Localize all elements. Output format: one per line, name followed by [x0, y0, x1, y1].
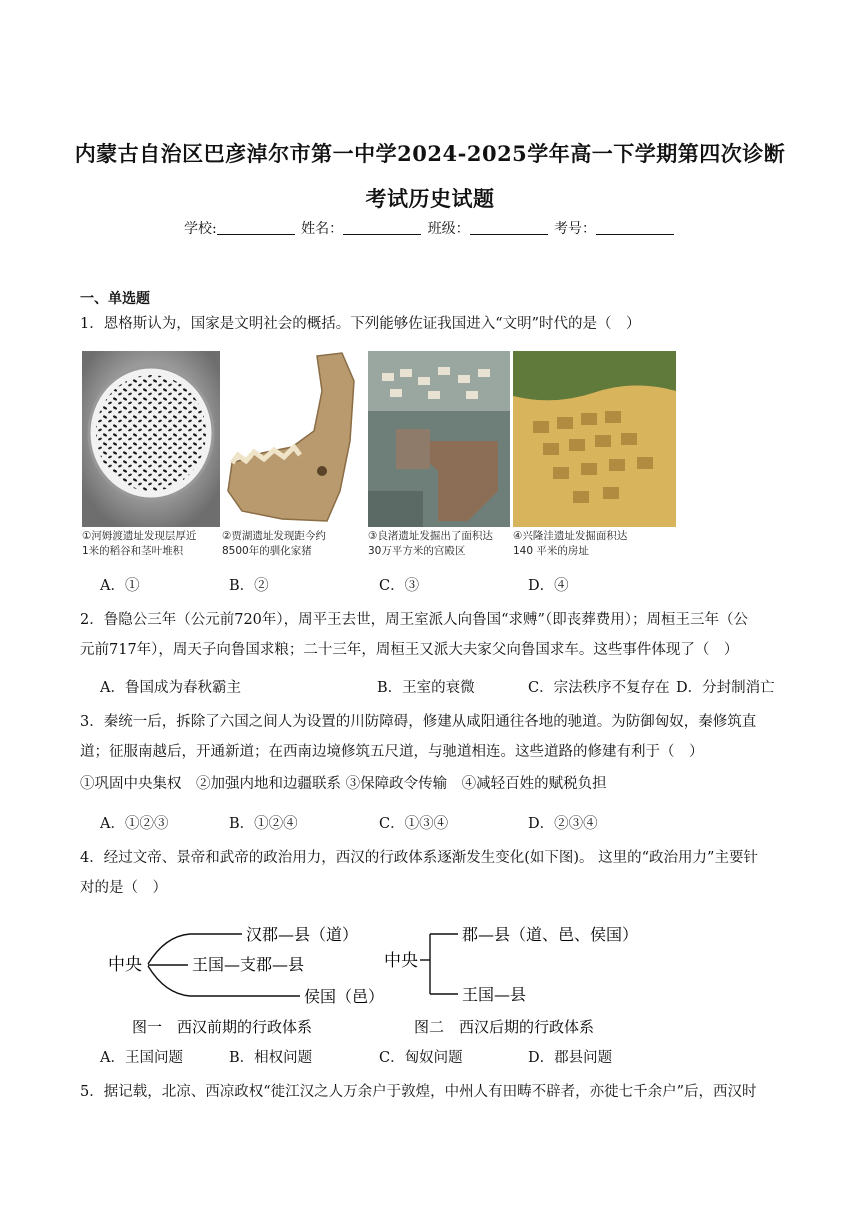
exam-no-blank[interactable] — [596, 220, 674, 235]
exam-title-line2: 考试历史试题 — [365, 186, 495, 211]
q4-option-c[interactable]: C．匈奴问题 — [379, 1050, 463, 1066]
section-title: 一、单选题 — [80, 291, 150, 307]
q3-stem-line2: 道；征服南越后，开通新道；在西南边境修筑五尺道，与驰道相连。这些道路的修建有利于（ ） — [80, 744, 704, 760]
q1-stem: 1．恩格斯认为，国家是文明社会的概括。下列能够佐证我国进入“文明”时代的是（ ） — [80, 316, 641, 332]
pig-jaw-photo — [222, 351, 364, 527]
fig1-branch1: 汉郡—县（道） — [246, 925, 359, 944]
q2-option-b[interactable]: B．王室的衰微 — [377, 680, 475, 696]
q3-statements: ①巩固中央集权 ②加强内地和边疆联系 ③保障政令传输 ④减轻百姓的赋税负担 — [80, 776, 607, 792]
q3-stem-line1: 3．秦统一后，拆除了六国之间人为设置的川防障碍，修建从咸阳通往各地的驰道。为防御匈奴，秦修筑直 — [80, 714, 757, 730]
q1-option-b[interactable]: B．② — [229, 578, 269, 594]
q2-option-a[interactable]: A．鲁国成为春秋霸主 — [100, 680, 241, 696]
q1-option-d[interactable]: D．④ — [528, 578, 569, 594]
fig2-caption: 图二 西汉后期的行政体系 — [414, 1018, 595, 1036]
q1-caption-3: ③良渚遗址发掘出了面积达 30万平方米的宫殿区 — [368, 530, 493, 557]
q1-image-pig-jaw — [222, 351, 364, 557]
q2-option-d[interactable]: D．分封制消亡 — [676, 680, 775, 696]
q1-option-a[interactable]: A．① — [100, 578, 140, 594]
q1-image-house-site — [513, 351, 676, 557]
q4-option-d[interactable]: D．郡县问题 — [528, 1050, 613, 1066]
q1-option-c[interactable]: C．③ — [379, 578, 420, 594]
fig1-root: 中央 — [108, 955, 142, 975]
q2-stem-line1: 2．鲁隐公三年（公元前720年），周平王去世，周王室派人向鲁国“求赙”（即丧葬费用）；周桓王三年（公 — [80, 612, 748, 628]
house-site-aerial-photo — [513, 351, 676, 527]
q4-admin-system-diagram — [100, 912, 660, 1042]
q4-stem-line2: 对的是（ ） — [80, 880, 167, 896]
exam-title-line1: 内蒙古自治区巴彦淖尔市第一中学2024-2025学年高一下学期第四次诊断 — [74, 141, 786, 166]
name-label: 姓名： — [301, 221, 344, 237]
fig1-caption: 图一 西汉前期的行政体系 — [132, 1018, 313, 1036]
palace-site-model-photo — [368, 351, 510, 527]
q4-option-a[interactable]: A．王国问题 — [100, 1050, 183, 1066]
name-blank[interactable] — [343, 220, 421, 235]
class-label: 班级： — [427, 221, 470, 237]
q1-image-palace — [368, 351, 510, 557]
fig2-branch2: 王国—县 — [462, 985, 527, 1004]
q4-option-b[interactable]: B．相权问题 — [229, 1050, 313, 1066]
q3-option-a[interactable]: A．①②③ — [100, 816, 169, 832]
q5-stem-line1: 5．据记载，北凉、西凉政权“徙江汉之人万余户于敦煌，中州人有田畴不辟者，亦徙七千余户”后，西汉时 — [80, 1084, 757, 1100]
fig1-branch3: 侯国（邑） — [304, 987, 385, 1006]
school-blank[interactable] — [217, 220, 295, 235]
q1-caption-2: ②贾湖遗址发现距今约 8500年的驯化家猪 — [222, 530, 326, 557]
rice-pile-photo — [82, 351, 220, 527]
class-blank[interactable] — [470, 220, 548, 235]
q2-stem-line2: 元前717年），周天子向鲁国求粮；二十三年，周桓王又派大夫家父向鲁国求车。这些事件体现了（ ） — [80, 642, 739, 658]
student-info-line — [0, 218, 860, 238]
q3-option-b[interactable]: B．①②④ — [229, 816, 298, 832]
q1-caption-1: ①河姆渡遗址发现层厚近 1米的稻谷和茎叶堆积 — [82, 530, 197, 557]
fig1-branch2: 王国—支郡—县 — [192, 955, 305, 974]
fig2-root: 中央 — [384, 951, 418, 971]
school-label: 学校: — [183, 221, 217, 237]
q1-caption-4: ④兴隆洼遗址发掘面积达 140 平米的房址 — [513, 530, 628, 557]
q4-stem-line1: 4．经过文帝、景帝和武帝的政治用力，西汉的行政体系逐渐发生变化(如下图)。 这里的“政治用力”主要针 — [80, 850, 758, 866]
q3-option-c[interactable]: C．①③④ — [379, 816, 449, 832]
q3-option-d[interactable]: D．②③④ — [528, 816, 598, 832]
q1-image-rice — [82, 351, 220, 557]
exam-no-label: 考号： — [554, 221, 597, 237]
fig2-branch1: 郡—县（道、邑、侯国） — [462, 925, 639, 944]
q2-option-c[interactable]: C．宗法秩序不复存在 — [528, 680, 670, 696]
